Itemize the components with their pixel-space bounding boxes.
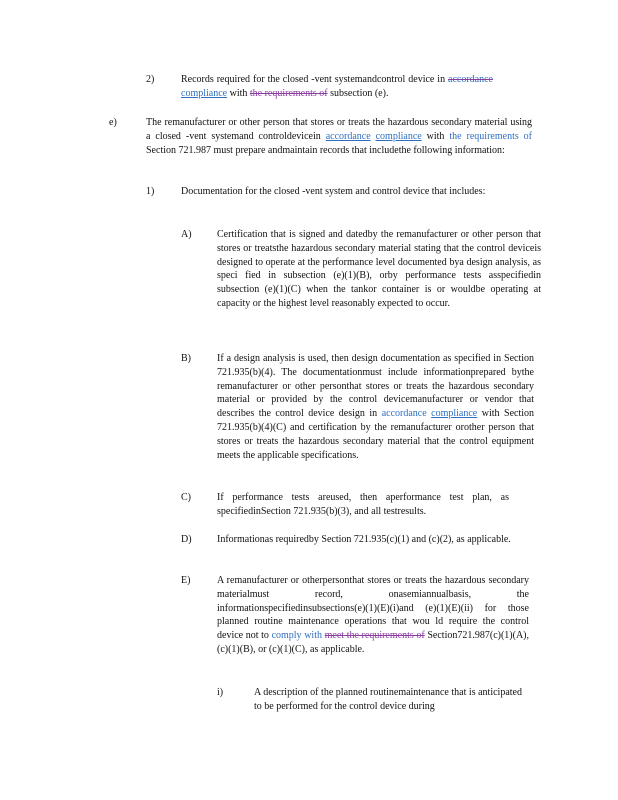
paragraph-e-1: Documentation for the closed -vent system and control device that includes: — [181, 186, 486, 197]
e-text-3: Section 721.987 must prepare andmaintain records that includethe following information: — [146, 144, 505, 156]
e-text-1: The remanufacturer or other person that stores or treats the hazardous secondary material using a closed -vent systemand controldevicein — [146, 117, 532, 142]
paragraph-E — [217, 574, 529, 657]
e-text-2: with — [421, 130, 450, 142]
paragraph-E-i: A description of the planned routinemaintenance that is anticipated to be performed for the control device during — [254, 687, 522, 712]
B-inserted-compliance: compliance — [431, 408, 478, 420]
d2-text-1: Records required for the closed -vent systemandcontrol device in — [181, 74, 449, 85]
item-label-A: A) — [181, 229, 192, 240]
item-label-e1: 1) — [146, 186, 155, 197]
d2-deleted-requirements: the requirements of — [249, 87, 328, 99]
paragraph-e — [146, 116, 532, 157]
E-deleted-requirements: meet the requirements of — [324, 630, 425, 642]
d2-text-2: with — [227, 87, 250, 99]
paragraph-C: If performance tests areused, then aperformance test plan, as specifiedinSection 721.935(b)(3), and all testresults. — [217, 492, 509, 517]
E-inserted-comply-with: comply with — [271, 630, 322, 642]
B-text-2: with Section 721.935(b)(4)(C) and certification by the remanufacturer orother person that stores or treats the hazardous secondary material that the control equipment meets the applicable specifications. — [217, 408, 535, 461]
item-label-B: B) — [181, 353, 191, 364]
paragraph-B — [217, 352, 534, 462]
d2-text-3: subsection (e). — [327, 87, 389, 99]
B-inserted-accordance: accordance — [381, 408, 427, 420]
d2-inserted-compliance: compliance — [181, 87, 228, 99]
item-label-C: C) — [181, 492, 191, 503]
item-label-D: D) — [181, 534, 192, 545]
B-text-1: If a design analysis is used, then design documentation as specified in Section 721.935(b)(4). The documentationmust include informationprepared bythe remanufacturer or other personthat stores or treats the hazardous secondary material or provided by the control devicemanufacturer or vendor that describes the control device design in — [217, 353, 534, 420]
paragraph-d-2 — [181, 73, 493, 101]
e-inserted-accordance: accordance — [325, 130, 371, 142]
paragraph-D: Informationas requiredby Section 721.935(c)(1) and (c)(2), as applicable. — [217, 534, 511, 545]
d2-deleted-accordance: accordance — [448, 74, 493, 85]
item-label-e: e) — [109, 117, 117, 128]
e-inserted-compliance: compliance — [375, 130, 422, 142]
paragraph-A: Certification that is signed and datedby the remanufacturer or other person that stores or treatsthe hazardous secondary material stating that the control deviceis designed to operate at the performance level documented bya design analysis, as speci fied in subsection (e)(1)(B), orby performance tests asspecifiedin subsection (e)(1)(C) when the tankor container is or wouldbe operating at capacity or the highest level reasonably expected to occur. — [217, 229, 541, 309]
item-label-2: 2) — [146, 74, 155, 85]
e-inserted-requirements: the requirements of — [449, 130, 533, 142]
E-text-2: Section721.987(c)(1)(A), (c)(1)(B), or (c)(1)(C), as applicable. — [217, 630, 530, 655]
item-label-Ei: i) — [217, 687, 224, 698]
E-text-1: A remanufacturer or otherpersonthat stores or treats the hazardous secondary materialmust record, onasemiannualbasis, the informationspecifiedinsubsections(e)(1)(E)(i)and (e)(1)(E)(ii) for those planned routine maintenance operations that wou ld require the control device not to — [217, 575, 529, 642]
item-label-E: E) — [181, 575, 191, 586]
